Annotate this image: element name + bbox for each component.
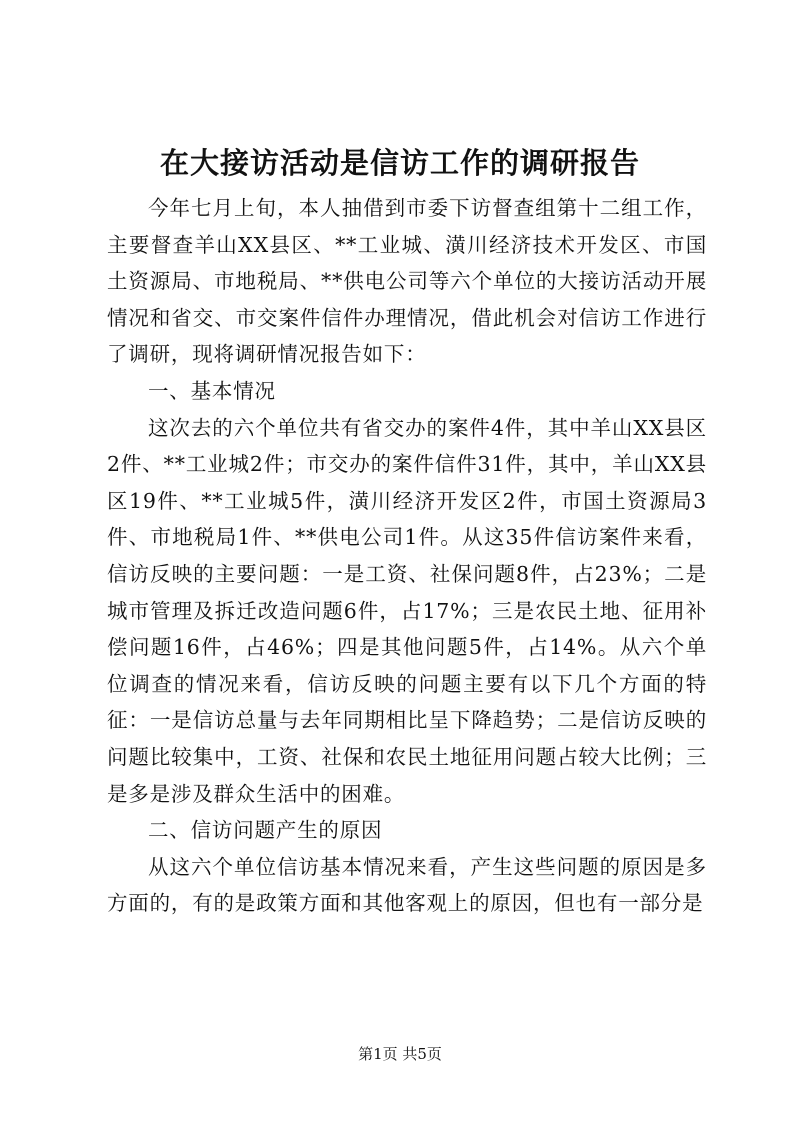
paragraph-intro: 今年七月上旬，本人抽借到市委下访督查组第十二组工作，主要督查羊山XX县区、**工业城、潢川经济技术开发区、市国土资源局、市地税局、**供电公司等六个单位的大接访活动开展情况和省交、市交案件信件办理情况，借此机会对信访工作进行了调研，现将调研情况报告如下：: [107, 196, 707, 367]
section-heading-basic-situation: 一、基本情况: [148, 378, 276, 403]
section-heading-causes: 二、信访问题产生的原因: [148, 818, 383, 843]
paragraph-causes: 从这六个单位信访基本情况来看，产生这些问题的原因是多方面的，有的是政策方面和其他客观上的原因，但也有一部分是: [107, 854, 707, 916]
document-title: 在大接访活动是信访工作的调研报告: [159, 146, 640, 180]
document-body: [107, 190, 707, 922]
page-number-footer: 第1页 共5页: [358, 1045, 442, 1063]
paragraph-basic-situation: 这次去的六个单位共有省交办的案件4件，其中羊山XX县区2件、**工业城2件；市交办的案件信件31件，其中，羊山XX县区19件、**工业城5件，潢川经济开发区2件，市国土资源局3件、市地税局1件、**供电公司1件。从这35件信访案件来看，信访反映的主要问题：一是工资、社保问题8件，占23%；二是城市管理及拆迁改造问题6件，占17%；三是农民土地、征用补偿问题16件，占46%；四是其他问题5件，占14%。从六个单位调查的情况来看，信访反映的问题主要有以下几个方面的特征：一是信访总量与去年同期相比呈下降趋势；二是信访反映的问题比较集中，工资、社保和农民土地征用问题占较大比例；三是多是涉及群众生活中的困难。: [107, 415, 707, 806]
